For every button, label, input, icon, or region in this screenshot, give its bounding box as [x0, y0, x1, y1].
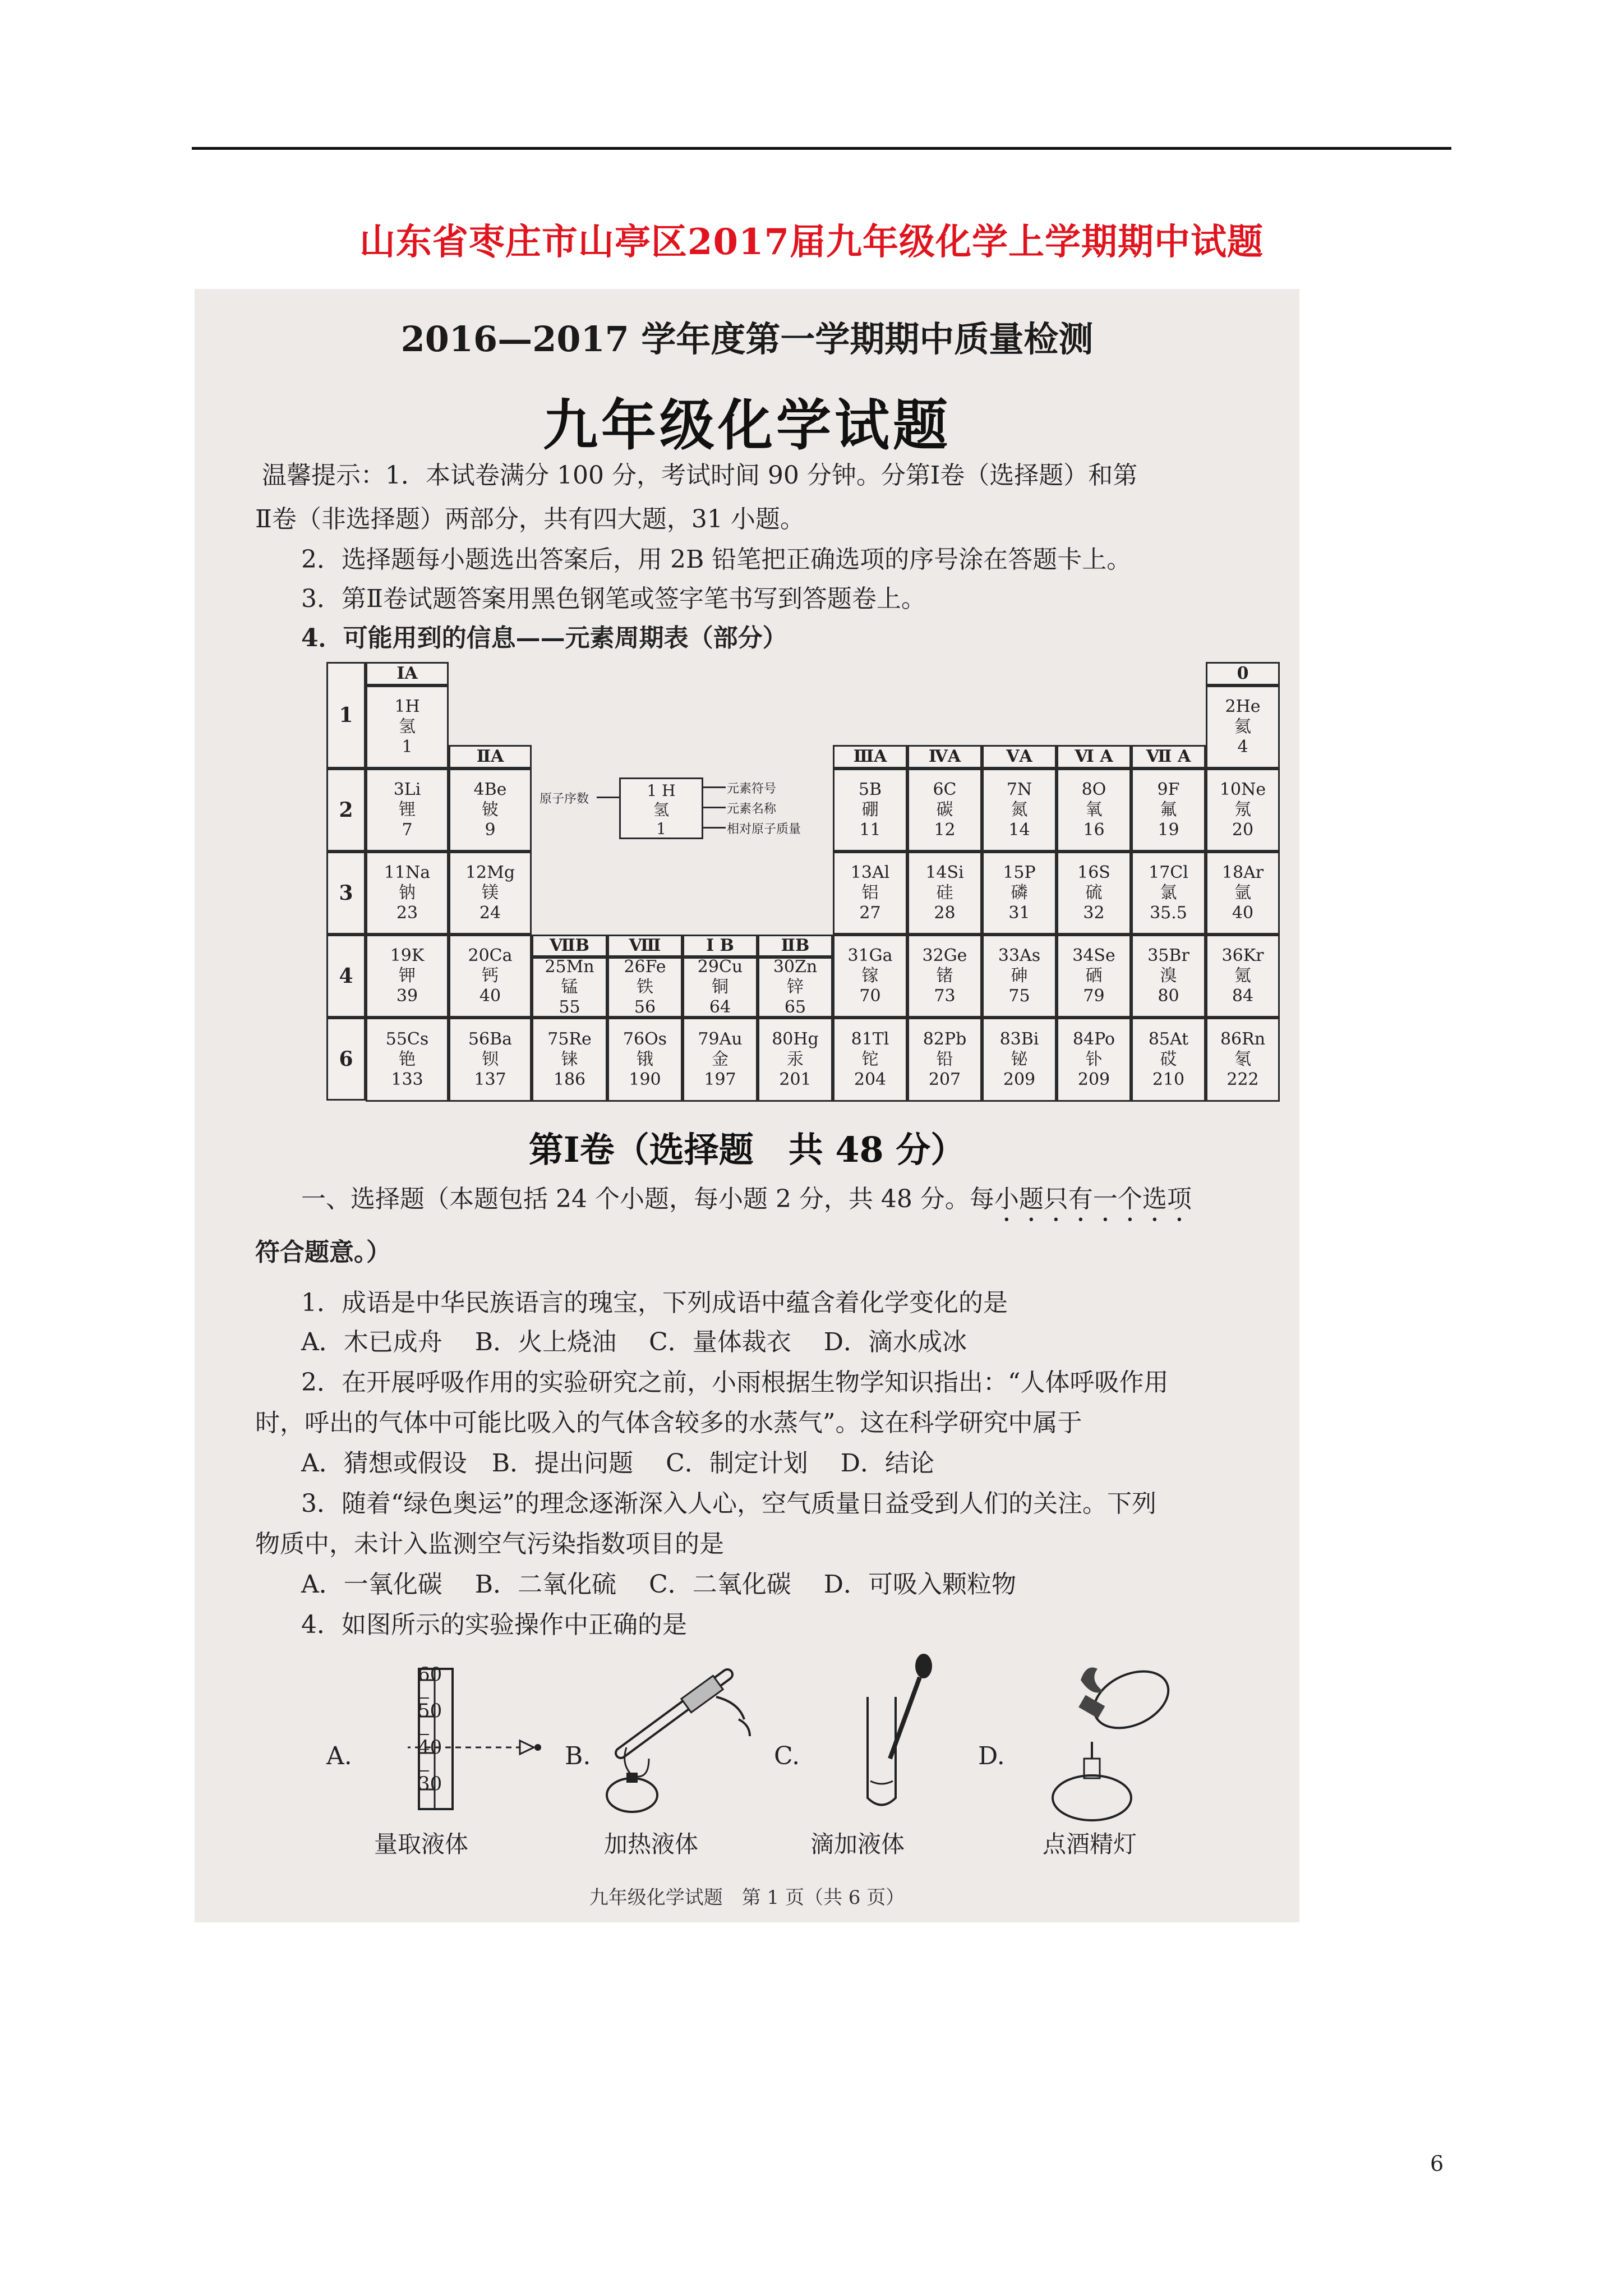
element-cell: 81Tl 铊 204: [833, 1018, 907, 1102]
figure-option-b: B.: [565, 1742, 591, 1770]
element-cell: 35Br 溴 80: [1131, 935, 1206, 1018]
cylinder-tick-50: 50: [418, 1700, 442, 1722]
element-cell: 79Au 金 197: [683, 1018, 758, 1102]
heating-liquid-figure: [598, 1658, 767, 1820]
period-label: 4: [326, 935, 366, 1018]
element-cell: 6C 碳 12: [907, 769, 982, 852]
caption-b: 加热液体: [604, 1830, 699, 1858]
top-rule: [192, 147, 1451, 150]
group-header-iiia: ⅢA: [833, 745, 907, 769]
period-label: 2: [326, 769, 366, 852]
element-cell: 10Ne 氖 20: [1206, 769, 1280, 852]
group-header-iib: ⅡB: [758, 935, 833, 957]
element-cell: 33As 砷 75: [982, 935, 1057, 1018]
legend-pointer: [703, 786, 726, 788]
element-cell: 25Mn 锰 55: [532, 957, 607, 1018]
tip-line-3: 2．选择题每小题选出答案后，用 2B 铅笔把正确选项的序号涂在答题卡上。: [301, 545, 1132, 574]
question-3: 3．随着“绿色奥运”的理念逐渐深入人心，空气质量日益受到人们的关注。下列: [301, 1489, 1156, 1518]
element-cell: 12Mg 镁 24: [449, 852, 532, 935]
question-1: 1．成语是中华民族语言的瑰宝，下列成语中蕴含着化学变化的是: [301, 1289, 1008, 1317]
legend-symbol-label: 元素符号: [727, 782, 777, 796]
element-cell: 1H 氢 1: [366, 685, 449, 769]
legend-mass-label: 相对原子质量: [727, 822, 801, 836]
element-cell: 20Ca 钙 40: [449, 935, 532, 1018]
element-cell: 56Ba 钡 137: [449, 1018, 532, 1102]
element-cell: 32Ge 锗 73: [907, 935, 982, 1018]
legend-name-label: 元素名称: [727, 802, 777, 816]
figure-option-d: D.: [978, 1742, 1005, 1770]
caption-a: 量取液体: [374, 1830, 469, 1858]
element-cell: 19K 钾 39: [366, 935, 449, 1018]
element-cell: 80Hg 汞 201: [758, 1018, 833, 1102]
legend-atomic-number: 原子序数: [540, 792, 589, 806]
legend-pointer: [703, 807, 726, 808]
question-3-cont: 物质中，未计入监测空气污染指数项目的是: [255, 1530, 724, 1558]
group-header-viib: ⅦB: [532, 935, 607, 957]
period-label: 3: [326, 852, 366, 935]
element-cell: 16S 硫 32: [1057, 852, 1131, 935]
question-2-options: A．猜想或假设 B．提出问题 C．制定计划 D．结论: [301, 1449, 935, 1478]
tip-line-5: 4．可能用到的信息——元素周期表（部分）: [301, 624, 787, 652]
section-instruction-end: 符合题意。）: [255, 1238, 391, 1267]
group-header-viia: Ⅶ A: [1131, 745, 1206, 769]
element-cell: 5B 硼 11: [833, 769, 907, 852]
element-cell: 2He 氦 4: [1206, 685, 1280, 769]
cylinder-tick-30: 30: [418, 1773, 442, 1795]
element-cell: 29Cu 铜 64: [683, 957, 758, 1018]
document-title: 山东省枣庄市山亭区2017届九年级化学上学期期中试题: [359, 221, 1264, 263]
group-header-zero: 0: [1206, 662, 1280, 685]
exam-title-line2: 九年级化学试题: [542, 393, 951, 458]
scanned-exam-page: [195, 289, 1299, 1922]
element-cell: 83Bi 铋 209: [982, 1018, 1057, 1102]
element-cell: 55Cs 铯 133: [366, 1018, 449, 1102]
element-cell: 76Os 锇 190: [607, 1018, 683, 1102]
element-cell: 13Al 铝 27: [833, 852, 907, 935]
tip-line-4: 3．第Ⅱ卷试题答案用黑色钢笔或签字笔书写到答题卷上。: [301, 585, 926, 613]
element-cell: 26Fe 铁 56: [607, 957, 683, 1018]
legend-pointer: [703, 827, 726, 829]
element-cell: 11Na 钠 23: [366, 852, 449, 935]
period-label: 6: [326, 1018, 366, 1101]
element-cell: 15P 磷 31: [982, 852, 1057, 935]
section-instruction: 一、选择题（本题包括 24 个小题，每小题 2 分，共 48 分。每小题只有一个选项: [301, 1185, 1192, 1213]
legend-sample-cell: [619, 777, 703, 839]
question-2: 2．在开展呼吸作用的实验研究之前，小雨根据生物学知识指出：“人体呼吸作用: [301, 1368, 1169, 1397]
element-cell: 3Li 锂 7: [366, 769, 449, 852]
exam-title-line1: 2016—2017 学年度第一学期期中质量检测: [400, 319, 1094, 360]
element-cell: 4Be 铍 9: [449, 769, 532, 852]
tip-line-1: 温馨提示：1．本试卷满分 100 分，考试时间 90 分钟。分第Ⅰ卷（选择题）和第: [262, 461, 1138, 490]
element-cell: 34Se 硒 79: [1057, 935, 1131, 1018]
period-label: 1: [326, 662, 366, 769]
dropper-figure: [840, 1652, 952, 1820]
question-3-options: A．一氧化碳 B．二氧化硫 C．二氧化碳 D．可吸入颗粒物: [301, 1570, 1017, 1599]
group-header-ib: Ⅰ B: [683, 935, 758, 957]
legend-sample-name: 氢: [653, 800, 669, 819]
element-cell: 84Po 钋 209: [1057, 1018, 1131, 1102]
caption-d: 点酒精灯: [1043, 1830, 1137, 1858]
element-cell: 9F 氟 19: [1131, 769, 1206, 852]
group-header-iva: ⅣA: [907, 745, 982, 769]
tip-line-2: Ⅱ卷（非选择题）两部分，共有四大题，31 小题。: [255, 505, 805, 533]
question-1-options: A．木已成舟 B．火上烧油 C．量体裁衣 D．滴水成冰: [301, 1328, 967, 1356]
group-header-via: Ⅵ A: [1057, 745, 1131, 769]
element-cell: 17Cl 氯 35.5: [1131, 852, 1206, 935]
question-2-cont: 时，呼出的气体中可能比吸入的气体含较多的水蒸气”。这在科学研究中属于: [255, 1409, 1082, 1437]
element-cell: 18Ar 氩 40: [1206, 852, 1280, 935]
element-cell: 82Pb 铅 207: [907, 1018, 982, 1102]
question-4: 4．如图所示的实验操作中正确的是: [301, 1611, 687, 1639]
page-number: 6: [1430, 2151, 1444, 2176]
group-header-va: ⅤA: [982, 745, 1057, 769]
legend-pointer: [597, 797, 619, 798]
legend-sample-symbol: 1 H: [647, 781, 676, 800]
legend-sample-mass: 1: [656, 820, 666, 838]
section-title: 第Ⅰ卷（选择题 共 48 分）: [528, 1129, 966, 1170]
element-cell: 86Rn 氡 222: [1206, 1018, 1280, 1102]
cylinder-tick-40: 40: [418, 1736, 442, 1759]
element-cell: 7N 氮 14: [982, 769, 1057, 852]
element-cell: 8O 氧 16: [1057, 769, 1131, 852]
group-header-iia: ⅡA: [449, 745, 532, 769]
caption-c: 滴加液体: [810, 1830, 905, 1858]
element-cell: 30Zn 锌 65: [758, 957, 833, 1018]
element-cell: 31Ga 镓 70: [833, 935, 907, 1018]
element-cell: 36Kr 氪 84: [1206, 935, 1280, 1018]
element-cell: 75Re 铼 186: [532, 1018, 607, 1102]
alcohol-lamp-figure: [1047, 1646, 1193, 1826]
group-header-viii: Ⅷ: [607, 935, 683, 957]
element-cell: 14Si 硅 28: [907, 852, 982, 935]
figure-option-c: C.: [774, 1742, 800, 1770]
periodic-table: [326, 662, 1280, 1102]
exam-page-footer: 九年级化学试题 第 1 页（共 6 页）: [589, 1887, 905, 1909]
cylinder-tick-60: 60: [418, 1663, 442, 1686]
figure-option-a: A.: [326, 1742, 352, 1770]
element-cell: 85At 砹 210: [1131, 1018, 1206, 1102]
group-header-ia: ⅠA: [366, 662, 449, 685]
